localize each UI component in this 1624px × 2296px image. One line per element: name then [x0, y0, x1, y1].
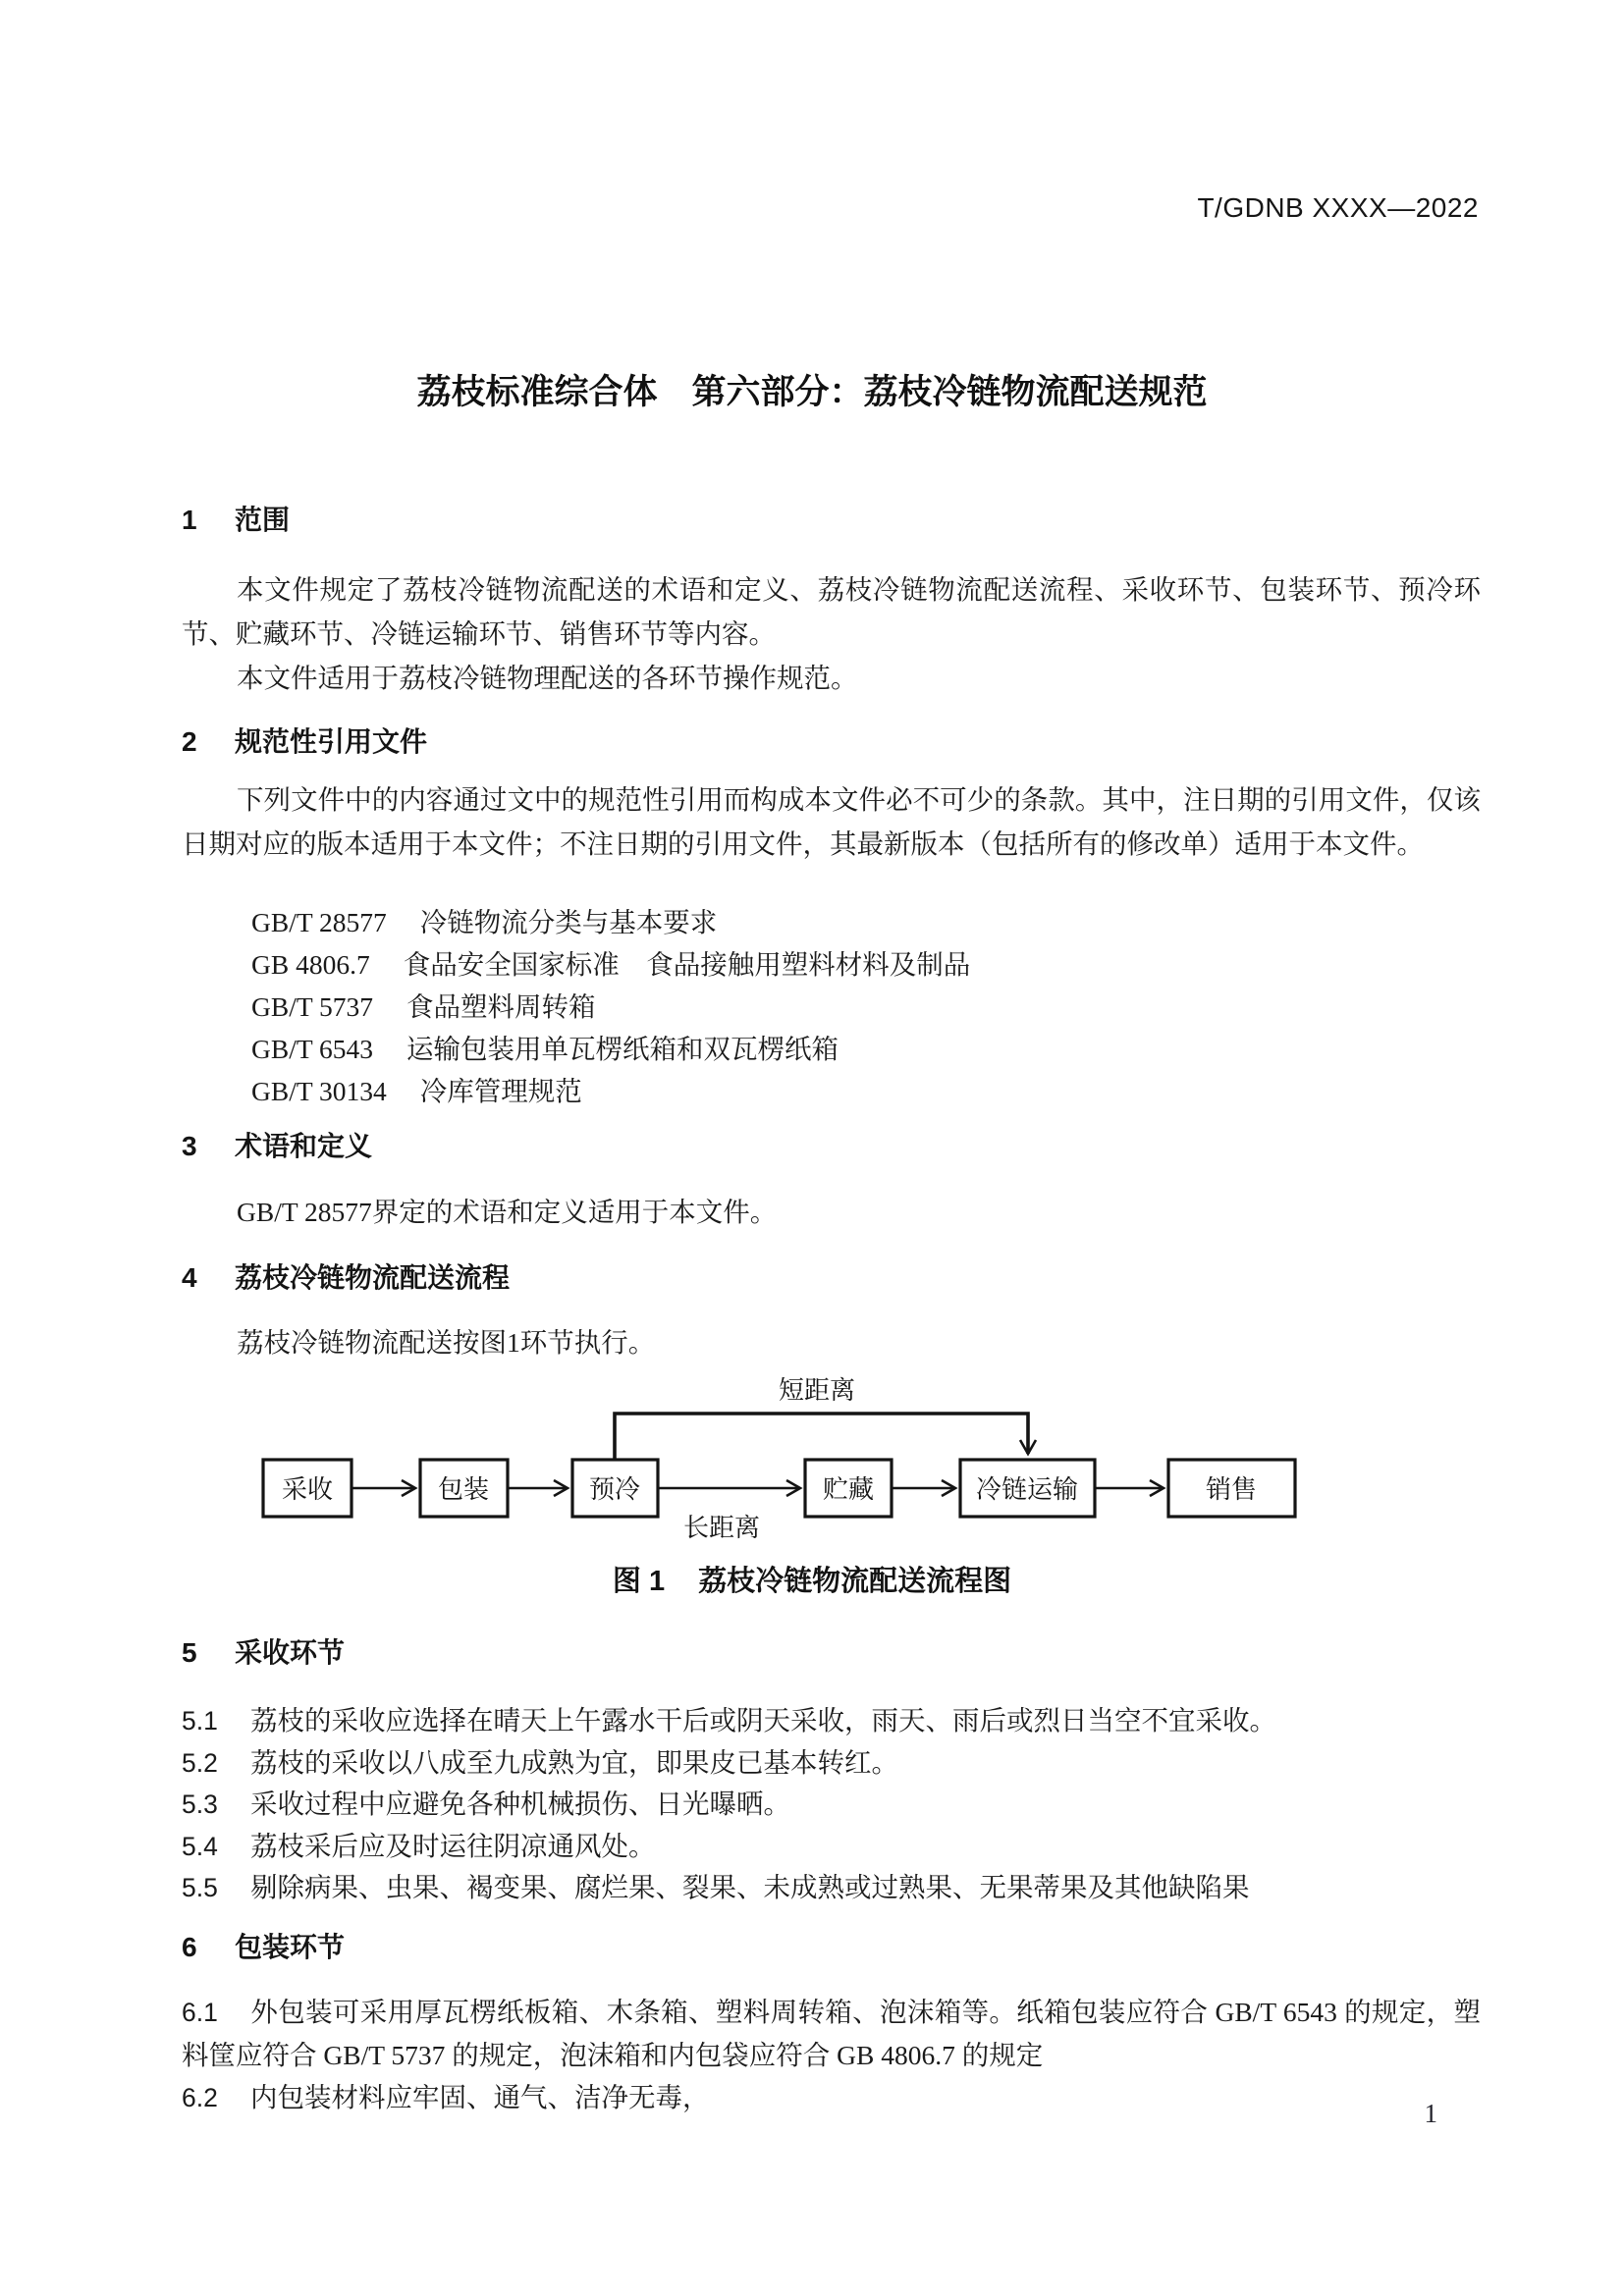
- figure-caption-text: 荔枝冷链物流配送流程图: [698, 1566, 1012, 1597]
- clause-text: 采收过程中应避免各种机械损伤、日光曝晒。: [250, 1789, 790, 1819]
- paragraph: 荔枝冷链物流配送按图1环节执行。: [237, 1327, 656, 1358]
- clause-item: [182, 1700, 1481, 1742]
- reference-item: [251, 943, 1481, 986]
- reference-code: GB/T 6543: [251, 1034, 374, 1064]
- flow-bypass-line: [615, 1414, 1028, 1460]
- flow-node-storage: [805, 1460, 892, 1517]
- doc-title: 荔枝标准综合体 第六部分：荔枝冷链物流配送规范: [416, 373, 1208, 411]
- reference-title: 食品安全国家标准 食品接触用塑料材料及制品: [403, 949, 971, 980]
- flow-node-cold-chain-transport: [960, 1460, 1095, 1517]
- section-2-body: [182, 777, 1481, 866]
- paragraph: 下列文件中的内容通过文中的规范性引用而构成本文件必不可少的条款。其中，注日期的引用文件，仅该日期对应的版本适用于本文件；不注日期的引用文件，其最新版本（包括所有的修改单）适用于本文件。: [182, 784, 1481, 859]
- clause-item: [182, 2076, 1481, 2119]
- section-4-number: 4: [182, 1262, 197, 1293]
- reference-code: GB/T 28577: [251, 907, 387, 937]
- section-1-number: 1: [182, 505, 197, 535]
- section-1-title: 范围: [235, 505, 291, 535]
- clause-number: 6.1: [182, 1998, 218, 2027]
- section-1-body: [182, 567, 1481, 700]
- normative-references-list: [251, 901, 1481, 1112]
- clause-number: 5.5: [182, 1873, 218, 1902]
- clause-text: 剔除病果、虫果、褐变果、腐烂果、裂果、未成熟或过熟果、无果蒂果及其他缺陷果: [250, 1872, 1250, 1902]
- clause-item: [182, 1991, 1481, 2076]
- flow-node-sales: [1168, 1460, 1295, 1517]
- reference-title: 运输包装用单瓦楞纸箱和双瓦楞纸箱: [406, 1034, 839, 1064]
- section-6-title: 包装环节: [235, 1932, 346, 1962]
- reference-item: [251, 901, 1481, 943]
- section-2-heading: [182, 721, 1481, 760]
- flow-node-harvest: [263, 1460, 352, 1517]
- flow-node-label: 预冷: [588, 1475, 641, 1504]
- section-5-heading: [182, 1631, 1481, 1671]
- clause-number: 5.1: [182, 1706, 218, 1735]
- clause-item: [182, 1826, 1481, 1868]
- flow-label-long-distance: 长距离: [682, 1514, 761, 1541]
- clause-number: 6.2: [182, 2083, 218, 2112]
- flow-label-short-distance: 短距离: [778, 1376, 856, 1405]
- section-6-heading: [182, 1926, 1481, 1965]
- reference-code: GB 4806.7: [251, 949, 370, 980]
- reference-title: 食品塑料周转箱: [406, 991, 596, 1022]
- clause-number: 5.4: [182, 1831, 218, 1861]
- flow-node-label: 采收: [281, 1475, 334, 1504]
- reference-item: [251, 1028, 1481, 1070]
- section-3-number: 3: [182, 1131, 197, 1161]
- section-5-clauses: [182, 1700, 1481, 1909]
- reference-code: GB/T 30134: [251, 1076, 387, 1106]
- clause-text: 内包装材料应牢固、通气、洁净无毒，: [250, 2082, 710, 2112]
- section-6-clauses: [182, 1991, 1481, 2119]
- flow-node-label: 冷链运输: [975, 1475, 1079, 1504]
- flow-node-label: 销售: [1205, 1475, 1258, 1504]
- section-2-title: 规范性引用文件: [235, 726, 428, 757]
- clause-text: 荔枝的采收以八成至九成熟为宜，即果皮已基本转红。: [250, 1746, 898, 1778]
- clause-text: 荔枝采后应及时运往阴凉通风处。: [250, 1830, 656, 1861]
- section-6-number: 6: [182, 1932, 197, 1962]
- section-5-title: 采收环节: [235, 1637, 346, 1668]
- clause-number: 5.3: [182, 1789, 218, 1819]
- paragraph: 本文件规定了荔枝冷链物流配送的术语和定义、荔枝冷链物流配送流程、采收环节、包装环节、预冷环节、贮藏环节、冷链运输环节、销售环节等内容。: [182, 574, 1481, 649]
- reference-code: GB/T 5737: [251, 991, 374, 1022]
- reference-title: 冷链物流分类与基本要求: [419, 907, 718, 937]
- paragraph: GB/T 28577界定的术语和定义适用于本文件。: [237, 1197, 778, 1227]
- figure-1-flowchart: [0, 1360, 1624, 1541]
- section-4-heading: [182, 1256, 1481, 1296]
- reference-item: [251, 986, 1481, 1028]
- paragraph: 本文件适用于荔枝冷链物理配送的各环节操作规范。: [237, 663, 858, 693]
- flow-node-precooling: [572, 1460, 658, 1517]
- clause-text: 荔枝的采收应选择在晴天上午露水干后或阴天采收，雨天、雨后或烈日当空不宜采收。: [250, 1705, 1276, 1735]
- section-3-heading: [182, 1125, 1481, 1164]
- figure-1-caption: [0, 1559, 1624, 1599]
- flow-node-packaging: [420, 1460, 508, 1517]
- page-number: 1: [1424, 2099, 1437, 2128]
- section-3-title: 术语和定义: [235, 1131, 373, 1161]
- clause-number: 5.2: [182, 1747, 218, 1778]
- section-2-number: 2: [182, 726, 197, 757]
- reference-title: 冷库管理规范: [419, 1076, 582, 1106]
- section-3-body: [182, 1190, 1481, 1234]
- section-4-title: 荔枝冷链物流配送流程: [235, 1262, 511, 1293]
- figure-caption-number: 图 1: [612, 1566, 666, 1597]
- doc-standard-code: T/GDNB XXXX—2022: [1197, 192, 1479, 223]
- clause-item: [182, 1742, 1481, 1785]
- section-5-number: 5: [182, 1637, 197, 1668]
- section-4-body: [182, 1320, 1481, 1364]
- flow-node-label: 贮藏: [822, 1475, 875, 1504]
- clause-item: [182, 1867, 1481, 1909]
- reference-item: [251, 1070, 1481, 1112]
- clause-text: 外包装可采用厚瓦楞纸板箱、木条箱、塑料周转箱、泡沫箱等。纸箱包装应符合 GB/T 6543 的规定，塑料筐应符合 GB/T 5737 的规定，泡沫箱和内包袋应符合 GB 4806.7 的规定: [182, 1997, 1481, 2070]
- clause-item: [182, 1784, 1481, 1826]
- flow-node-label: 包装: [437, 1475, 490, 1504]
- section-1-heading: [182, 499, 1481, 538]
